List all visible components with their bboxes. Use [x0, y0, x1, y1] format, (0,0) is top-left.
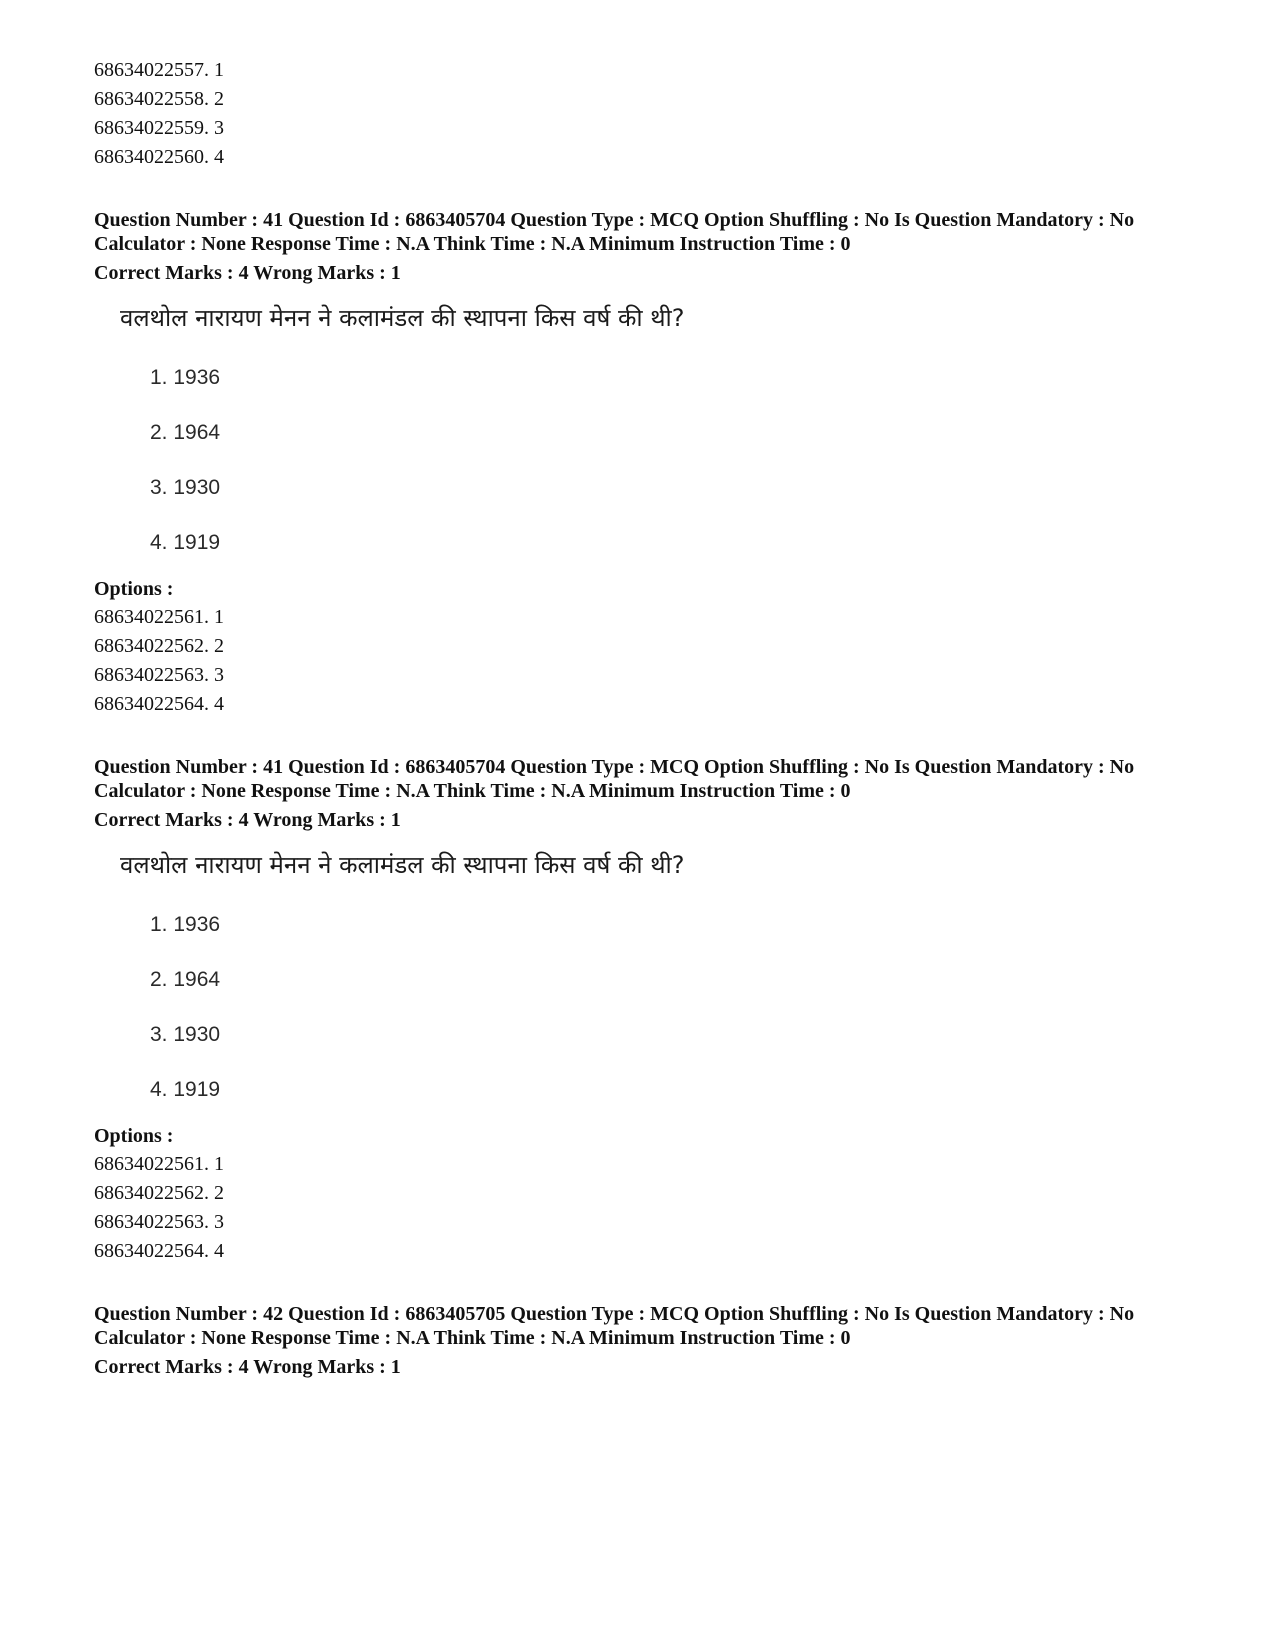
choice-item: 4. 1919 [150, 531, 221, 554]
document-page [94, 56, 1204, 1379]
question-block-41a [94, 208, 1204, 719]
prev-question-options [94, 56, 1204, 172]
question-header: Question Number : 42 Question Id : 6863405705 Question Type : MCQ Option Shuffling : No Is Question Mandatory : No Calculator : None Response Time : N.A Think Time : N.A Minimum Instruction Time : 0 [94, 1303, 1135, 1349]
option-line: 68634022557. 1 [94, 59, 224, 81]
options-title: Options : [94, 1125, 174, 1147]
choice-list [120, 897, 1204, 1117]
choice-item: 2. 1964 [150, 968, 221, 991]
question-marks: Correct Marks : 4 Wrong Marks : 1 [94, 1356, 401, 1378]
option-line: 68634022563. 3 [94, 664, 224, 686]
question-image [120, 298, 1204, 570]
question-marks: Correct Marks : 4 Wrong Marks : 1 [94, 262, 401, 284]
question-image [120, 845, 1204, 1117]
option-line: 68634022561. 1 [94, 1153, 224, 1175]
option-line: 68634022562. 2 [94, 1182, 224, 1204]
choice-item: 2. 1964 [150, 421, 221, 444]
question-block-41b [94, 755, 1204, 1266]
option-line: 68634022564. 4 [94, 1240, 224, 1262]
choice-item: 1. 1936 [150, 913, 221, 936]
question-header: Question Number : 41 Question Id : 6863405704 Question Type : MCQ Option Shuffling : No Is Question Mandatory : No Calculator : None Response Time : N.A Think Time : N.A Minimum Instruction Time : 0 [94, 209, 1135, 255]
option-line: 68634022562. 2 [94, 635, 224, 657]
question-header: Question Number : 41 Question Id : 6863405704 Question Type : MCQ Option Shuffling : No Is Question Mandatory : No Calculator : None Response Time : N.A Think Time : N.A Minimum Instruction Time : 0 [94, 756, 1135, 802]
option-line: 68634022559. 3 [94, 117, 224, 139]
option-line: 68634022563. 3 [94, 1211, 224, 1233]
choice-item: 3. 1930 [150, 1023, 221, 1046]
choice-item: 3. 1930 [150, 476, 221, 499]
option-line: 68634022558. 2 [94, 88, 224, 110]
choice-item: 4. 1919 [150, 1078, 221, 1101]
option-line: 68634022564. 4 [94, 693, 224, 715]
question-text: वलथोल नारायण मेनन ने कलामंडल की स्थापना किस वर्ष की थी? [120, 304, 685, 332]
choice-list [120, 350, 1204, 570]
option-line: 68634022561. 1 [94, 606, 224, 628]
choice-item: 1. 1936 [150, 366, 221, 389]
options-title: Options : [94, 578, 174, 600]
question-text: वलथोल नारायण मेनन ने कलामंडल की स्थापना किस वर्ष की थी? [120, 851, 685, 879]
question-block-42 [94, 1302, 1204, 1379]
option-line: 68634022560. 4 [94, 146, 224, 168]
question-marks: Correct Marks : 4 Wrong Marks : 1 [94, 809, 401, 831]
